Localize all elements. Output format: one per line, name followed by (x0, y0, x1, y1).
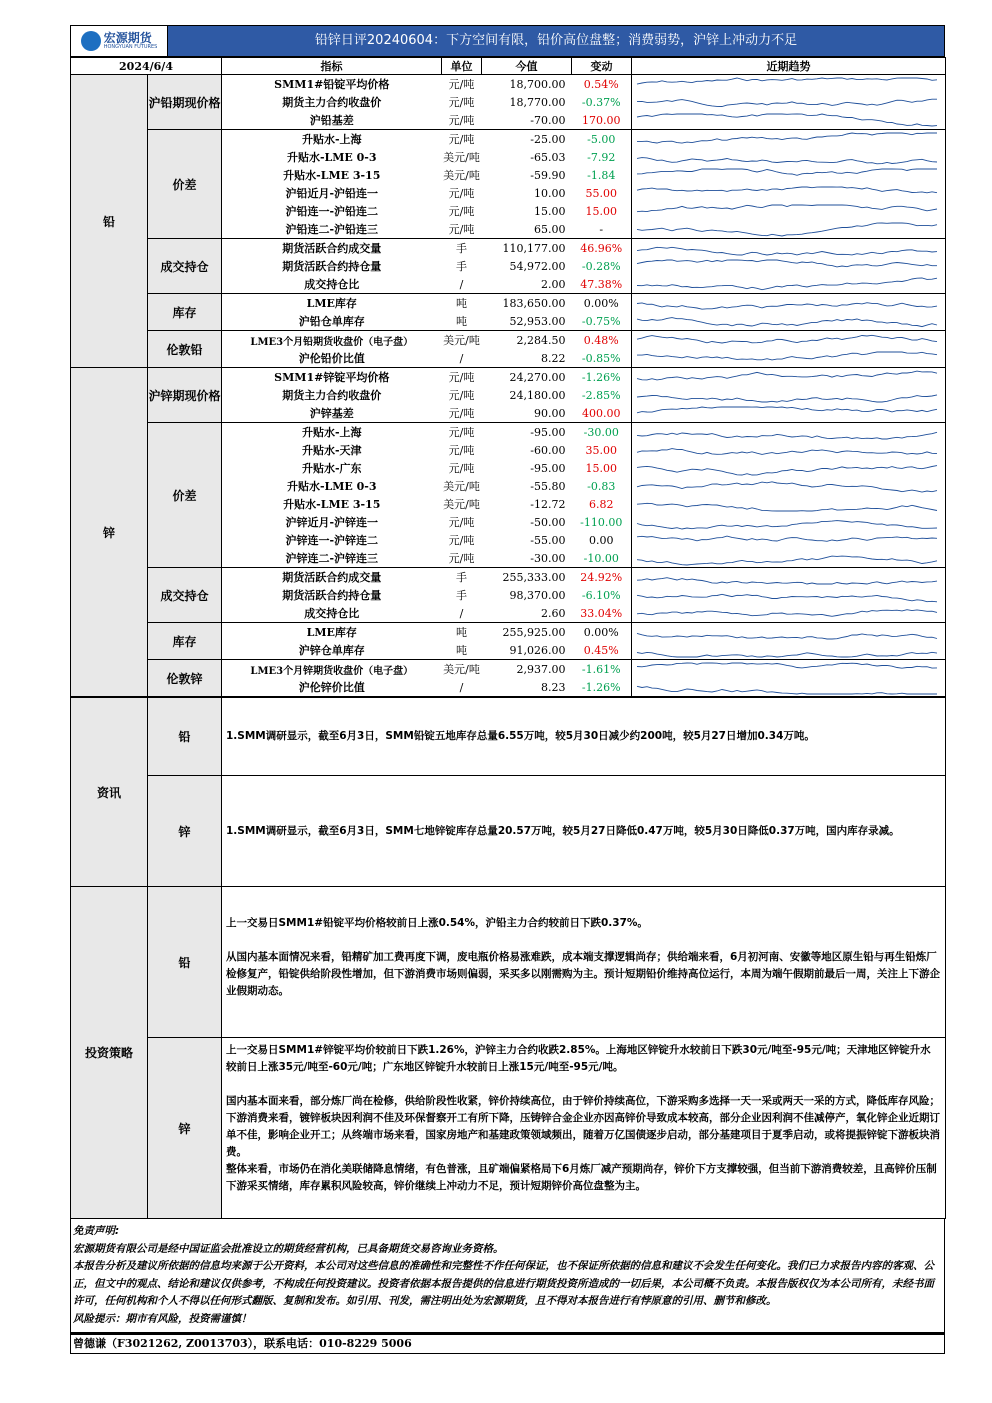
lead-section (71, 75, 946, 368)
unit-cell: 元/吨 (448, 187, 475, 200)
sparkline-line (637, 609, 937, 616)
unit-cell: 手 (456, 242, 467, 255)
unit-cell: 元/吨 (448, 133, 475, 146)
value-cell: 110,177.00 (502, 241, 566, 255)
unit-cell: 吨 (442, 312, 482, 331)
change-cell: 0.48% (583, 333, 619, 347)
sparkline-line (637, 577, 937, 583)
unit-cell: 美元/吨 (443, 498, 480, 511)
news-label: 资讯 (71, 698, 148, 887)
unit-cell: 元/吨 (448, 516, 475, 529)
change-cell: 47.38% (572, 275, 632, 294)
sparkline-icon (632, 240, 946, 257)
value-cell: 98,370.00 (509, 588, 566, 602)
unit-cell: 元/吨 (448, 444, 475, 457)
indicator-cell: 期货活跃合约成交量 (222, 568, 442, 587)
table-row (71, 294, 946, 313)
sparkline-icon (632, 661, 946, 678)
change-cell: -2.85% (581, 388, 621, 402)
trend-sparkline (632, 130, 946, 149)
unit-cell: 手 (456, 589, 467, 602)
report-title: 铅锌日评20240604：下方空间有限，铅价高位盘整；消费弱势，沪锌上冲动力不足 (314, 33, 798, 48)
strategy-zinc-label: 锌 (148, 1038, 222, 1219)
indicator-cell: 升贴水-LME 0-3 (222, 477, 442, 495)
unit-cell: 美元/吨 (443, 480, 480, 493)
sparkline-icon (632, 332, 946, 349)
change-cell: 46.96% (580, 241, 623, 255)
report-page (70, 25, 945, 1354)
value-cell: 10.00 (534, 186, 566, 200)
table-row (71, 423, 946, 442)
change-cell: 15.00 (585, 461, 617, 475)
value-header: 今值 (482, 58, 572, 75)
sparkline-icon (632, 112, 946, 129)
indicator-cell: 升贴水-LME 3-15 (222, 495, 442, 513)
value-cell: 65.00 (482, 220, 572, 239)
value-cell: 24,270.00 (509, 370, 566, 384)
data-table (70, 57, 946, 697)
sparkline-line (637, 133, 937, 143)
indicator-cell: 沪铅连二-沪铅连三 (222, 220, 442, 239)
value-cell: -12.72 (530, 497, 566, 511)
indicator-cell: LME3个月锌期货收盘价（电子盘） (222, 660, 442, 679)
change-cell: -30.00 (583, 425, 619, 439)
sparkline-icon (632, 424, 946, 441)
sparkline-icon (632, 569, 946, 586)
change-cell: -0.85% (572, 349, 632, 368)
trend-sparkline (632, 641, 946, 660)
sparkline-icon (632, 460, 946, 477)
value-cell: 2,937.00 (516, 662, 566, 676)
value-cell: -50.00 (530, 515, 566, 529)
date-header: 2024/6/4 (71, 58, 222, 75)
category-label: 伦敦铅 (148, 331, 222, 368)
logo-name: 宏源期货 (103, 31, 152, 45)
sparkline-icon (632, 94, 946, 111)
value-cell: -70.00 (482, 111, 572, 130)
table-row (71, 331, 946, 350)
sparkline-icon (632, 514, 946, 531)
change-cell: -10.00 (572, 549, 632, 568)
sparkline-line (637, 407, 937, 413)
sparkline-icon (632, 532, 946, 549)
trend-sparkline (632, 166, 946, 184)
sparkline-icon (632, 405, 946, 422)
sparkline-icon (632, 550, 946, 567)
trend-sparkline (632, 257, 946, 275)
trend-sparkline (632, 239, 946, 258)
change-cell: 0.54% (583, 77, 619, 91)
indicator-cell: 成交持仓比 (222, 604, 442, 623)
value-cell: 15.00 (534, 204, 566, 218)
trend-header: 近期趋势 (632, 58, 946, 75)
value-cell: 183,650.00 (502, 296, 566, 310)
table-row (71, 130, 946, 149)
indicator-cell: 升贴水-LME 0-3 (222, 148, 442, 166)
sparkline-icon (632, 624, 946, 641)
trend-sparkline (632, 604, 946, 623)
trend-sparkline (632, 294, 946, 313)
unit-cell: 吨 (442, 641, 482, 660)
indicator-cell: 期货活跃合约成交量 (222, 239, 442, 258)
metal-label: 锌 (71, 368, 148, 697)
contact-info: 曾德谦（F3021262, Z0013703），联系电话：010-8229 5006 (70, 1333, 945, 1354)
trend-sparkline (632, 184, 946, 202)
sparkline-line (637, 114, 937, 126)
change-header: 变动 (572, 58, 632, 75)
change-cell: 24.92% (580, 570, 623, 584)
unit-cell: 元/吨 (448, 78, 475, 91)
value-cell: -55.80 (530, 479, 566, 493)
value-cell: 2.60 (482, 604, 572, 623)
metal-label: 铅 (71, 75, 148, 368)
change-cell: - (572, 220, 632, 239)
sparkline-line (637, 205, 937, 212)
sparkline-icon (632, 442, 946, 459)
change-cell: 400.00 (572, 404, 632, 423)
unit-cell: 元/吨 (448, 371, 475, 384)
sparkline-icon (632, 185, 946, 202)
trend-sparkline (632, 549, 946, 568)
indicator-cell: 沪铅仓单库存 (222, 312, 442, 331)
trend-sparkline (632, 623, 946, 642)
change-cell: -1.61% (581, 662, 621, 676)
value-cell: -25.00 (530, 132, 566, 146)
unit-cell: / (442, 604, 482, 623)
sparkline-line (637, 335, 937, 343)
sparkline-icon (632, 350, 946, 367)
indicator-cell: 沪伦铅价比值 (222, 349, 442, 368)
change-cell: 35.00 (585, 443, 617, 457)
news-table (70, 697, 946, 1219)
strategy-zinc-p3: 整体来看，市场仍在消化美联储降息情绪，有色普涨，且矿端偏紧格局下6月炼厂减产预期尚存，锌价下方支撑较强，但当前下游消费较差，且高锌价压制下游采买情绪，库存累积风险较高，锌价继续上冲动力不足，预计短期锌价高位盘整为主。 (226, 1163, 937, 1192)
indicator-cell: 沪锌仓单库存 (222, 641, 442, 660)
value-cell: 54,972.00 (509, 259, 566, 273)
change-cell: -110.00 (580, 515, 623, 529)
change-cell: -1.26% (581, 370, 621, 384)
disclaimer-heading: 免责声明: (73, 1225, 120, 1237)
unit-cell: 吨 (456, 626, 467, 639)
value-cell: 91,026.00 (482, 641, 572, 660)
unit-cell: 元/吨 (442, 549, 482, 568)
unit-cell: / (442, 678, 482, 697)
sparkline-line (637, 594, 937, 602)
strategy-lead-text (222, 887, 946, 1038)
trend-sparkline (632, 423, 946, 442)
sparkline-icon (632, 167, 946, 184)
sparkline-line (637, 352, 937, 360)
value-cell: 24,180.00 (509, 388, 566, 402)
trend-sparkline (632, 660, 946, 679)
table-row (71, 568, 946, 587)
trend-sparkline (632, 531, 946, 549)
sparkline-line (637, 481, 937, 491)
strategy-zinc-text (222, 1038, 946, 1219)
change-cell: -0.37% (581, 95, 621, 109)
news-zinc-text: 1.SMM调研显示，截至6月3日，SMM七地锌锭库存总量20.57万吨，较5月27日降低0.47万吨，较5月30日降低0.37万吨，国内库存录减。 (222, 776, 946, 887)
sparkline-icon (632, 76, 946, 93)
indicator-cell: 升贴水-天津 (222, 441, 442, 459)
sparkline-icon (632, 203, 946, 220)
sparkline-line (637, 686, 937, 694)
sparkline-icon (632, 131, 946, 148)
sparkline-line (637, 520, 937, 528)
sparkline-line (637, 302, 937, 309)
table-row (71, 75, 946, 94)
sparkline-line (637, 223, 937, 236)
table-row (71, 368, 946, 387)
unit-cell: 元/吨 (442, 220, 482, 239)
value-cell: 18,770.00 (509, 95, 566, 109)
unit-cell: 美元/吨 (443, 663, 480, 676)
value-cell: 90.00 (482, 404, 572, 423)
category-label: 价差 (148, 423, 222, 568)
sparkline-line (637, 663, 937, 668)
sparkline-icon (632, 642, 946, 659)
sparkline-line (637, 652, 937, 657)
sparkline-icon (632, 313, 946, 330)
indicator-cell: 沪伦锌价比值 (222, 678, 442, 697)
indicator-cell: LME库存 (222, 623, 442, 642)
sparkline-icon (632, 387, 946, 404)
indicator-cell: SMM1#铅锭平均价格 (222, 75, 442, 94)
unit-cell: 美元/吨 (443, 151, 480, 164)
sparkline-line (637, 278, 937, 290)
indicator-cell: LME3个月铅期货收盘价（电子盘） (222, 331, 442, 350)
value-cell: 255,333.00 (502, 570, 566, 584)
sparkline-line (637, 633, 937, 639)
trend-sparkline (632, 331, 946, 350)
trend-sparkline (632, 148, 946, 166)
indicator-cell: 升贴水-LME 3-15 (222, 166, 442, 184)
report-header (70, 25, 945, 57)
category-label: 伦敦锌 (148, 660, 222, 697)
trend-sparkline (632, 275, 946, 294)
sparkline-icon (632, 587, 946, 604)
disclaimer-p3: 风险提示：期市有风险，投资需谨慎！ (73, 1312, 252, 1325)
sparkline-icon (632, 478, 946, 495)
trend-sparkline (632, 513, 946, 531)
sparkline-line (637, 503, 937, 511)
value-cell: 2.00 (482, 275, 572, 294)
sparkline-icon (632, 496, 946, 513)
indicator-cell: 沪锌近月-沪锌连一 (222, 513, 442, 531)
unit-cell: 元/吨 (448, 426, 475, 439)
trend-sparkline (632, 202, 946, 220)
indicator-cell: 沪铅基差 (222, 111, 442, 130)
change-cell: 33.04% (572, 604, 632, 623)
unit-cell: / (442, 349, 482, 368)
sparkline-line (637, 187, 937, 193)
news-lead-label: 铅 (148, 698, 222, 776)
sparkline-line (637, 371, 937, 380)
disclaimer (70, 1219, 945, 1333)
sparkline-icon (632, 679, 946, 696)
company-logo (71, 26, 168, 56)
trend-sparkline (632, 441, 946, 459)
change-cell: 15.00 (585, 204, 617, 218)
unit-cell: 手 (456, 571, 467, 584)
change-cell: 6.82 (589, 497, 614, 511)
trend-sparkline (632, 93, 946, 111)
unit-cell: 元/吨 (448, 96, 475, 109)
sparkline-line (637, 99, 937, 106)
value-cell: -95.00 (530, 461, 566, 475)
unit-cell: 元/吨 (448, 205, 475, 218)
trend-sparkline (632, 349, 946, 368)
sparkline-line (637, 536, 937, 541)
sparkline-line (637, 317, 937, 326)
indicator-cell: 沪铅连一-沪铅连二 (222, 202, 442, 220)
trend-sparkline (632, 220, 946, 239)
change-cell: 0.45% (572, 641, 632, 660)
value-cell: 2,284.50 (516, 333, 566, 347)
indicator-cell: 升贴水-上海 (222, 130, 442, 149)
unit-cell: 元/吨 (448, 389, 475, 402)
trend-sparkline (632, 386, 946, 404)
indicator-cell: LME库存 (222, 294, 442, 313)
indicator-cell: 升贴水-广东 (222, 459, 442, 477)
category-label: 沪锌期现价格 (148, 368, 222, 423)
indicator-cell: 期货活跃合约持仓量 (222, 257, 442, 275)
sparkline-line (637, 465, 937, 474)
unit-cell: 手 (456, 260, 467, 273)
indicator-cell: 升贴水-上海 (222, 423, 442, 442)
indicator-cell: 期货主力合约收盘价 (222, 386, 442, 404)
unit-cell: 元/吨 (448, 462, 475, 475)
trend-sparkline (632, 404, 946, 423)
indicator-cell: 沪铅近月-沪铅连一 (222, 184, 442, 202)
value-cell: -30.00 (482, 549, 572, 568)
indicator-cell: 沪锌基差 (222, 404, 442, 423)
unit-header: 单位 (442, 58, 482, 75)
change-cell: -1.84 (587, 168, 616, 182)
change-cell: -7.92 (587, 150, 616, 164)
trend-sparkline (632, 495, 946, 513)
indicator-cell: 沪锌连二-沪锌连三 (222, 549, 442, 568)
sparkline-line (637, 260, 937, 267)
sparkline-icon (632, 221, 946, 238)
unit-cell: 元/吨 (442, 404, 482, 423)
change-cell: 0.00% (583, 625, 619, 639)
unit-cell: / (442, 275, 482, 294)
change-cell: 55.00 (585, 186, 617, 200)
indicator-cell: 期货主力合约收盘价 (222, 93, 442, 111)
strategy-label: 投资策略 (71, 887, 148, 1219)
change-cell: -1.26% (572, 678, 632, 697)
value-cell: 52,953.00 (482, 312, 572, 331)
disclaimer-p1: 宏源期货有限公司是经中国证监会批准设立的期货经营机构，已具备期货交易咨询业务资格。 (73, 1242, 504, 1255)
trend-sparkline (632, 75, 946, 94)
sparkline-icon (632, 369, 946, 386)
indicator-cell: 期货活跃合约持仓量 (222, 586, 442, 604)
strategy-lead-p1: 上一交易日SMM1#铅锭平均价格较前日上涨0.54%，沪铅主力合约较前日下跌0.37%。 (226, 917, 648, 929)
trend-sparkline (632, 568, 946, 587)
strategy-zinc-p2: 国内基本面来看，部分炼厂尚在检修，供给阶段性收紧，锌价持续高位，由于锌价持续高位，下游采购多选择一天一采或两天一采的方式，降低库存风险；下游消费来看，镀锌板块因利润不佳及环保督察开工有所下降，压铸锌合金企业亦因高锌价导致成本较高，部分企业因利润不佳减停产，氧化锌企业近期订单不佳，影响企业开工；从终端市场来看，国家房地产和基建政策领域频出，随着万亿国债逐步启动，部分基建项目于夏季启动，或将提振锌锭下游板块消费。 (226, 1095, 940, 1158)
change-cell: 170.00 (572, 111, 632, 130)
category-label: 沪铅期现价格 (148, 75, 222, 130)
change-cell: -6.10% (581, 588, 621, 602)
value-cell: 255,925.00 (502, 625, 566, 639)
trend-sparkline (632, 586, 946, 604)
change-cell: -0.75% (572, 312, 632, 331)
change-cell: -0.28% (581, 259, 621, 273)
sparkline-icon (632, 295, 946, 312)
news-zinc-label: 锌 (148, 776, 222, 887)
indicator-header: 指标 (222, 58, 442, 75)
unit-cell: 元/吨 (448, 534, 475, 547)
table-row (71, 660, 946, 679)
indicator-cell: SMM1#锌锭平均价格 (222, 368, 442, 387)
value-cell: 18,700.00 (509, 77, 566, 91)
trend-sparkline (632, 312, 946, 331)
value-cell: -55.00 (530, 533, 566, 547)
value-cell: 8.23 (482, 678, 572, 697)
category-label: 库存 (148, 623, 222, 660)
value-cell: -60.00 (530, 443, 566, 457)
change-cell: 0.00% (583, 296, 619, 310)
table-row (71, 239, 946, 258)
logo-subtitle: HONGYUAN FUTURES (103, 44, 158, 50)
sparkline-line (637, 169, 937, 175)
sparkline-icon (632, 258, 946, 275)
unit-cell: 美元/吨 (443, 334, 480, 347)
disclaimer-p2: 本报告分析及建议所依据的信息均来源于公开资料，本公司对这些信息的准确性和完整性不作任何保证，也不保证所依据的信息和建议不会发生任何变化。我们已力求报告内容的客观、公正，但文中的观点、结论和建议仅供参考，不构成任何投资建议。投资者依据本报告提供的信息进行期货投资所造成的一切后果，本公司概不负责。本报告版权仅为本公司所有，未经书面许可，任何机构和个人不得以任何形式翻版、复制和发布。如引用、刊发，需注明出处为宏源期货，且不得对本报告进行有悖原意的引用、删节和修改。 (73, 1260, 934, 1307)
table-row (71, 623, 946, 642)
sparkline-line (637, 556, 937, 565)
sparkline-line (637, 78, 937, 84)
sparkline-icon (632, 149, 946, 166)
logo-icon (81, 31, 101, 51)
change-cell: 0.00 (589, 533, 614, 547)
change-cell: -5.00 (587, 132, 616, 146)
category-label: 成交持仓 (148, 239, 222, 294)
news-lead-text: 1.SMM调研显示，截至6月3日，SMM铅锭五地库存总量6.55万吨，较5月30日减少约200吨，较5月27日增加0.34万吨。 (222, 698, 946, 776)
indicator-cell: 成交持仓比 (222, 275, 442, 294)
value-cell: -65.03 (530, 150, 566, 164)
zinc-section (71, 368, 946, 697)
category-label: 价差 (148, 130, 222, 239)
category-label: 成交持仓 (148, 568, 222, 623)
trend-sparkline (632, 678, 946, 697)
unit-cell: 元/吨 (442, 111, 482, 130)
trend-sparkline (632, 368, 946, 387)
category-label: 库存 (148, 294, 222, 331)
sparkline-line (637, 247, 937, 255)
unit-cell: 美元/吨 (443, 169, 480, 182)
sparkline-line (637, 157, 937, 163)
value-cell: -95.00 (530, 425, 566, 439)
value-cell: 8.22 (482, 349, 572, 368)
value-cell: -59.90 (530, 168, 566, 182)
sparkline-icon (632, 605, 946, 622)
sparkline-icon (632, 276, 946, 293)
trend-sparkline (632, 477, 946, 495)
sparkline-line (637, 394, 937, 401)
sparkline-line (637, 448, 937, 454)
indicator-cell: 沪锌连一-沪锌连二 (222, 531, 442, 549)
unit-cell: 吨 (456, 297, 467, 310)
sparkline-line (637, 432, 937, 439)
trend-sparkline (632, 459, 946, 477)
change-cell: -0.83 (587, 479, 616, 493)
strategy-lead-p2: 从国内基本面情况来看，铅精矿加工费再度下调，废电瓶价格易涨难跌，成本端支撑逻辑尚存；供给端来看，6月初河南、安徽等地区原生铅与再生铅炼厂检修复产，铅锭供给阶段性增加，但下游消费市场则偏弱，采买多以刚需购为主。预计短期铅价维持高位运行，本周为端午假期前最后一周，关注上下游企业假期动态。 (226, 951, 940, 997)
strategy-zinc-p1: 上一交易日SMM1#锌锭平均价较前日下跌1.26%，沪锌主力合约收跌2.85%。上海地区锌锭升水较前日下跌30元/吨至-95元/吨；天津地区锌锭升水较前日上涨35元/吨至-60元/吨；广东地区锌锭升水较前日上涨15元/吨至-95元/吨。 (226, 1044, 931, 1073)
trend-sparkline (632, 111, 946, 130)
strategy-lead-label: 铅 (148, 887, 222, 1038)
